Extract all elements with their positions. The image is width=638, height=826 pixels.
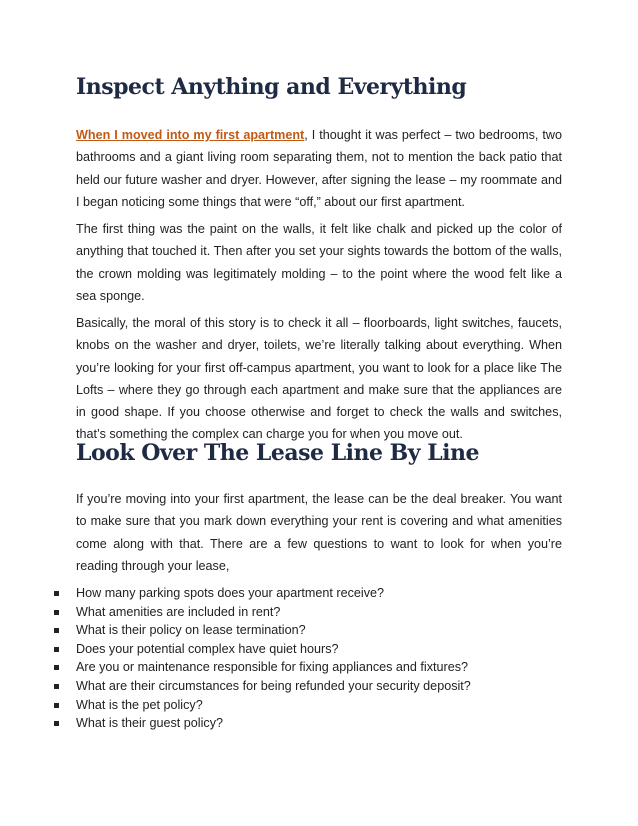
bullet-square-icon: [54, 647, 59, 652]
bullet-square-icon: [54, 610, 59, 615]
list-item-text: Does your potential complex have quiet hours?: [76, 641, 339, 656]
list-item: [50, 714, 471, 733]
list-item-text: Are you or maintenance responsible for fixing appliances and fixtures?: [76, 660, 469, 675]
list-item: [50, 584, 471, 603]
list-item: [50, 696, 471, 715]
list-item: [50, 658, 471, 677]
list-item-text: What is their policy on lease termination?: [76, 623, 306, 638]
paragraph-intro: [76, 124, 562, 213]
paragraph-lease: If you’re moving into your first apartment, the lease can be the deal breaker. You want to make sure that you mark down everything your rent is covering and what amenities come along with that. There are a few questions to want to look for when you’re reading through your lease,: [76, 492, 562, 573]
first-apartment-link[interactable]: When I moved into my first apartment: [76, 128, 305, 142]
bullet-square-icon: [54, 628, 59, 633]
list-item: [50, 640, 471, 659]
list-item: [50, 621, 471, 640]
bullet-square-icon: [54, 591, 59, 596]
paragraph-paint: The first thing was the paint on the walls, it felt like chalk and picked up the color of anything that touched it. Then after you set your sights towards the bottom of the walls, the crown molding was legitimately molding – to the point where the wood felt like a sea sponge.: [76, 222, 562, 303]
list-item-text: What are their circumstances for being refunded your security deposit?: [76, 678, 471, 693]
bullet-square-icon: [54, 684, 59, 689]
bullet-square-icon: [54, 665, 59, 670]
section-heading-lease: Look Over The Lease Line By Line: [76, 440, 480, 466]
list-item-text: What amenities are included in rent?: [76, 604, 281, 619]
lease-questions-list: [50, 584, 471, 733]
list-item-text: How many parking spots does your apartment receive?: [76, 586, 384, 600]
list-item-text: What is the pet policy?: [76, 697, 203, 712]
paragraph-moral: Basically, the moral of this story is to check it all – floorboards, light switches, faucets, knobs on the washer and dryer, toilets, we’re literally talking about everything. When you’re looking for your first off-campus apartment, you want to look for a place like The Lofts – where they go through each apartment and make sure that the appliances are in good shape. If you choose otherwise and forget to check the walls and switches, that’s something the complex can charge you for when you move out.: [76, 316, 562, 442]
paragraph-intro-text: , I thought it was perfect – two bedrooms, two bathrooms and a giant living room separating them, not to mention the back patio that held our future washer and dryer. However, after signing the lease – my roommate and I began noticing some things that were “off,” about our first apartment.: [76, 128, 562, 209]
list-item: [50, 603, 471, 622]
list-item: [50, 677, 471, 696]
bullet-square-icon: [54, 703, 59, 708]
list-item-text: What is their guest policy?: [76, 716, 223, 731]
section-heading-inspect: Inspect Anything and Everything: [76, 74, 467, 100]
bullet-square-icon: [54, 721, 59, 726]
